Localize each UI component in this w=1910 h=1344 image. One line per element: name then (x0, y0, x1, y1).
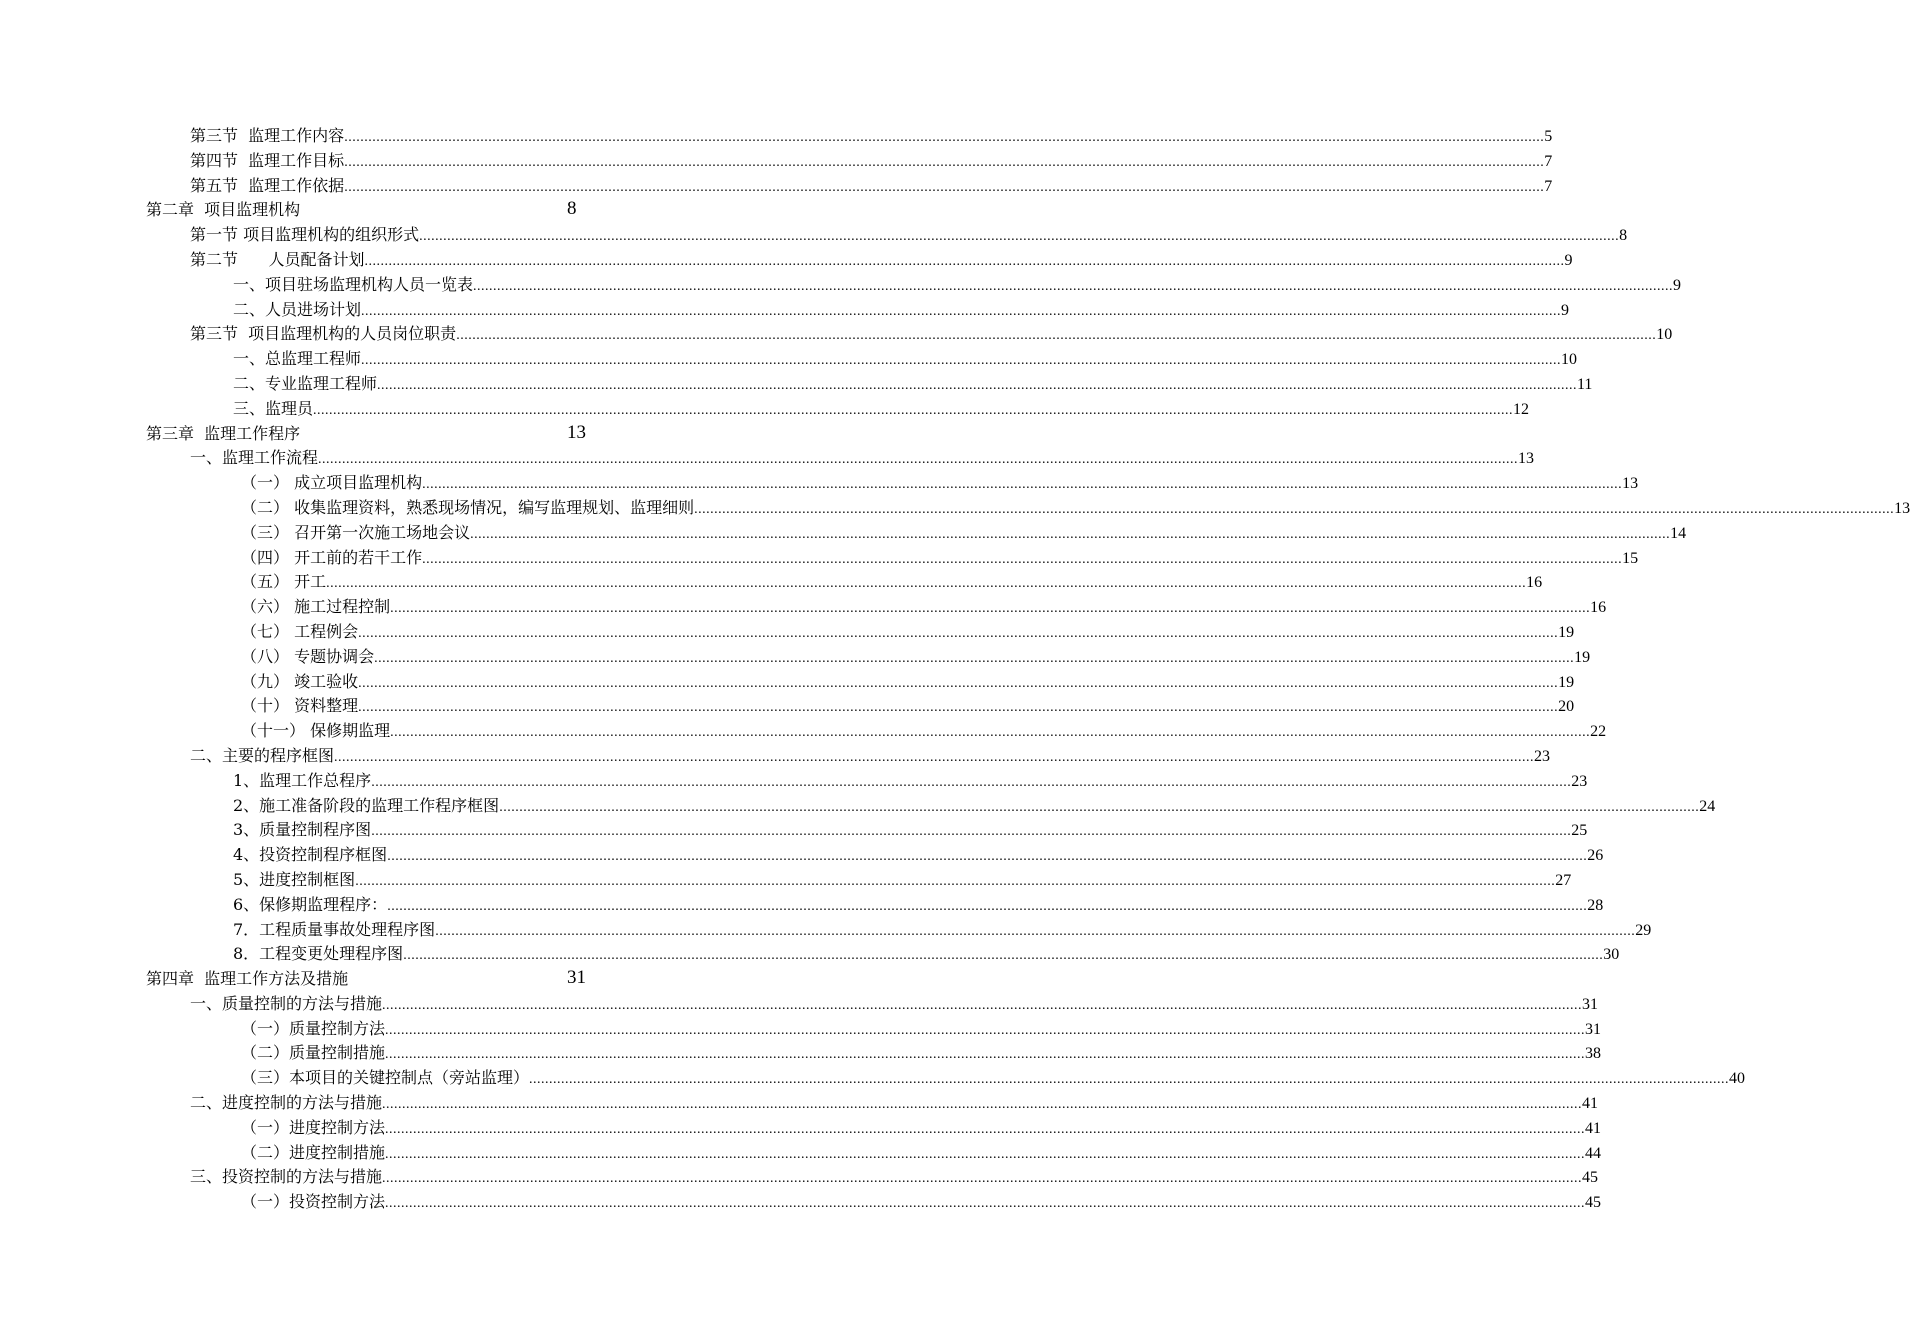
toc-chapter-page-number: 31 (567, 967, 586, 989)
toc-dot-leader: ............................................................................................................................................................................................................................................................................................................ (403, 948, 1604, 964)
toc-chapter-page-number: 13 (567, 421, 586, 443)
toc-entry-label: 第四节 监理工作目标 (190, 150, 345, 170)
toc-entry-page-number: 12 (1513, 400, 1530, 418)
toc-entry-line (241, 694, 1575, 719)
toc-entry-line (233, 843, 1604, 868)
toc-entry[interactable] (0, 918, 1652, 943)
toc-entry-page-number: 5 (1544, 128, 1553, 145)
toc-entry-line (233, 942, 1620, 967)
toc-dot-leader: ............................................................................................................................................................................................................................................................................................................ (371, 824, 1572, 840)
toc-entry-page-number: 31 (1582, 995, 1599, 1013)
toc-entry[interactable] (0, 496, 1910, 521)
toc-entry-label: 三、监理员 (233, 398, 314, 418)
toc-dot-leader: ............................................................................................................................................................................................................................................................................................................ (385, 1146, 1586, 1162)
toc-entry-line (241, 1141, 1602, 1166)
toc-entry[interactable] (0, 843, 1604, 868)
toc-entry[interactable] (0, 372, 1593, 397)
toc-dot-leader: ............................................................................................................................................................................................................................................................................................................ (358, 675, 1559, 691)
toc-dot-leader: ............................................................................................................................................................................................................................................................................................................ (390, 601, 1591, 617)
toc-entry-label: 二、进度控制的方法与措施 (190, 1093, 383, 1113)
toc-entry[interactable] (0, 546, 1639, 571)
toc-entry-page-number: 25 (1571, 822, 1588, 840)
toc-entry-line (233, 769, 1588, 794)
toc-dot-leader: ............................................................................................................................................................................................................................................................................................................ (344, 154, 1545, 170)
toc-entry-page-number: 10 (1561, 351, 1578, 369)
toc-entry-line (190, 322, 1673, 347)
toc-dot-leader: ............................................................................................................................................................................................................................................................................................................ (385, 1196, 1586, 1212)
toc-dot-leader: ............................................................................................................................................................................................................................................................................................................ (361, 303, 1562, 319)
toc-entry-line (241, 1116, 1602, 1141)
toc-entry-line (190, 124, 1553, 149)
toc-entry-label: （十） 资料整理 (241, 696, 359, 716)
toc-entry-label: 二、人员进场计划 (233, 299, 362, 319)
toc-chapter-heading[interactable] (0, 198, 950, 223)
toc-entry-label: （四） 开工前的若干工作 (241, 547, 423, 567)
toc-entry-line (190, 174, 1553, 199)
toc-entry-line (233, 868, 1572, 893)
toc-entry-page-number: 44 (1585, 1144, 1602, 1162)
toc-entry-label: 第三节 项目监理机构的人员岗位职责 (190, 324, 457, 344)
toc-entry-label: （七） 工程例会 (241, 621, 359, 641)
toc-entry[interactable] (0, 694, 1575, 719)
toc-entry-page-number: 13 (1894, 499, 1910, 517)
toc-entry-line (190, 1165, 1599, 1190)
toc-entry-label: （八） 专题协调会 (241, 646, 375, 666)
toc-dot-leader: ............................................................................................................................................................................................................................................................................................................ (382, 997, 1583, 1013)
toc-entry[interactable] (0, 794, 1716, 819)
toc-entry[interactable] (0, 744, 1551, 769)
toc-entry-label: 一、项目驻场监理机构人员一览表 (233, 274, 474, 294)
toc-entry-line (241, 1190, 1602, 1215)
toc-entry-page-number: 16 (1590, 599, 1607, 617)
toc-entry-line (190, 446, 1535, 471)
toc-entry-label: 1、监理工作总程序 (233, 770, 372, 790)
toc-entry-page-number: 19 (1558, 623, 1575, 641)
toc-entry-label: 第一节 项目监理机构的组织形式 (190, 225, 420, 245)
toc-entry-line (190, 992, 1599, 1017)
toc-dot-leader: ............................................................................................................................................................................................................................................................................................................ (334, 749, 1535, 765)
toc-entry-label: 8．工程变更处理程序图 (233, 944, 404, 964)
toc-entry-label: 第五节 监理工作依据 (190, 175, 345, 195)
toc-entry-label: 二、主要的程序框图 (190, 745, 335, 765)
toc-entry[interactable] (0, 1041, 1602, 1066)
toc-entry-line (233, 893, 1604, 918)
toc-entry[interactable] (0, 223, 1628, 248)
toc-entry-page-number: 45 (1585, 1194, 1602, 1212)
toc-dot-leader: ............................................................................................................................................................................................................................................................................................................ (390, 725, 1591, 741)
toc-entry-page-number: 7 (1544, 177, 1553, 195)
toc-entry-page-number: 9 (1564, 251, 1573, 269)
toc-entry-line (241, 1066, 1746, 1091)
toc-chapter-label: 第三章 监理工作程序 (146, 423, 301, 443)
toc-entry-label: 一、质量控制的方法与措施 (190, 993, 383, 1013)
toc-dot-leader: ............................................................................................................................................................................................................................................................................................................ (326, 576, 1527, 592)
toc-entry[interactable] (0, 248, 1573, 273)
toc-dot-leader: ............................................................................................................................................................................................................................................................................................................ (422, 551, 1623, 567)
toc-entry-line (190, 744, 1551, 769)
toc-entry-line (233, 397, 1530, 422)
toc-entry-line (190, 248, 1573, 273)
toc-entry-label: （二） 收集监理资料，熟悉现场情况，编写监理规划、监理细则 (241, 497, 695, 517)
toc-entry[interactable] (0, 1017, 1602, 1042)
toc-dot-leader: ............................................................................................................................................................................................................................................................................................................ (419, 229, 1620, 245)
toc-entry-page-number: 45 (1582, 1169, 1599, 1187)
toc-entry[interactable] (0, 868, 1572, 893)
toc-chapter-label: 第二章 项目监理机构 (146, 200, 301, 220)
toc-dot-leader: ............................................................................................................................................................................................................................................................................................................ (355, 873, 1556, 889)
toc-entry[interactable] (0, 397, 1530, 422)
toc-dot-leader: ............................................................................................................................................................................................................................................................................................................ (374, 650, 1575, 666)
toc-entry[interactable] (0, 719, 1607, 744)
toc-dot-leader: ............................................................................................................................................................................................................................................................................................................ (382, 1097, 1583, 1113)
toc-entry[interactable] (0, 1116, 1602, 1141)
toc-entry-page-number: 41 (1585, 1119, 1602, 1137)
toc-entry-line (241, 546, 1639, 571)
toc-entry-page-number: 28 (1587, 896, 1604, 914)
toc-entry-line (190, 149, 1553, 174)
toc-dot-leader: ............................................................................................................................................................................................................................................................................................................ (385, 1047, 1586, 1063)
toc-entry-line (241, 1017, 1602, 1042)
toc-entry-label: （九） 竣工验收 (241, 671, 359, 691)
toc-entry[interactable] (0, 769, 1588, 794)
toc-entry[interactable] (0, 347, 1578, 372)
toc-entry-label: （一） 成立项目监理机构 (241, 473, 423, 493)
toc-entry-page-number: 41 (1582, 1095, 1599, 1113)
toc-entry-label: 三、投资控制的方法与措施 (190, 1167, 383, 1187)
toc-entry[interactable] (0, 818, 1588, 843)
toc-entry-label: 一、总监理工程师 (233, 349, 362, 369)
toc-entry-page-number: 13 (1518, 450, 1535, 468)
toc-entry-page-number: 40 (1729, 1070, 1746, 1088)
toc-dot-leader: ............................................................................................................................................................................................................................................................................................................ (456, 328, 1657, 344)
toc-entry-line (233, 347, 1578, 372)
toc-entry[interactable] (0, 124, 1553, 149)
toc-entry-label: （六） 施工过程控制 (241, 597, 391, 617)
toc-dot-leader: ............................................................................................................................................................................................................................................................................................................ (499, 799, 1700, 815)
toc-entry[interactable] (0, 1141, 1602, 1166)
toc-dot-leader: ............................................................................................................................................................................................................................................................................................................ (344, 179, 1545, 195)
toc-entry-label: 第三节 监理工作内容 (190, 126, 345, 145)
toc-dot-leader: ............................................................................................................................................................................................................................................................................................................ (473, 278, 1674, 294)
toc-entry-page-number: 23 (1534, 747, 1551, 765)
toc-entry[interactable] (0, 446, 1535, 471)
toc-chapter-page-number: 8 (567, 198, 577, 220)
toc-entry[interactable] (0, 570, 1543, 595)
toc-entry[interactable] (0, 992, 1599, 1017)
toc-entry-page-number: 27 (1555, 871, 1572, 889)
toc-entry-page-number: 19 (1558, 673, 1575, 691)
toc-entry-label: 5、进度控制框图 (233, 869, 356, 889)
toc-entry[interactable] (0, 521, 1687, 546)
toc-entry-page-number: 7 (1544, 152, 1553, 170)
toc-dot-leader: ............................................................................................................................................................................................................................................................................................................ (694, 501, 1895, 517)
toc-entry-line (233, 818, 1588, 843)
toc-chapter-heading[interactable] (0, 967, 950, 992)
toc-entry-page-number: 20 (1558, 698, 1575, 716)
toc-entry-line (190, 223, 1628, 248)
toc-dot-leader: ............................................................................................................................................................................................................................................................................................................ (387, 849, 1588, 865)
toc-entry-line (233, 273, 1682, 298)
toc-entry[interactable] (0, 670, 1575, 695)
toc-entry-page-number: 38 (1585, 1045, 1602, 1063)
toc-entry[interactable] (0, 620, 1575, 645)
toc-entry[interactable] (0, 174, 1553, 199)
toc-entry-label: （五） 开工 (241, 572, 327, 592)
toc-entry-label: 6、保修期监理程序： (233, 894, 388, 914)
toc-entry-line (241, 670, 1575, 695)
toc-dot-leader: ............................................................................................................................................................................................................................................................................................................ (318, 452, 1519, 468)
toc-entry-label: 二、专业监理工程师 (233, 373, 378, 393)
toc-entry-page-number: 10 (1656, 326, 1673, 344)
toc-entry[interactable] (0, 645, 1591, 670)
toc-dot-leader: ............................................................................................................................................................................................................................................................................................................ (422, 477, 1623, 493)
toc-entry-page-number: 15 (1622, 549, 1639, 567)
toc-entry-label: 4、投资控制程序框图 (233, 845, 388, 865)
toc-dot-leader: ............................................................................................................................................................................................................................................................................................................ (387, 898, 1588, 914)
toc-dot-leader: ............................................................................................................................................................................................................................................................................................................ (385, 1121, 1586, 1137)
toc-chapter-heading[interactable] (0, 422, 950, 447)
toc-entry-page-number: 30 (1603, 946, 1620, 964)
toc-entry-line (190, 1091, 1599, 1116)
toc-entry-label: 7．工程质量事故处理程序图 (233, 919, 436, 939)
toc-dot-leader: ............................................................................................................................................................................................................................................................................................................ (364, 253, 1565, 269)
toc-entry-label: 2、施工准备阶段的监理工作程序框图 (233, 795, 500, 815)
toc-entry-label: 3、质量控制程序图 (233, 820, 372, 840)
toc-entry-line (241, 719, 1607, 744)
toc-entry-line (241, 570, 1543, 595)
toc-dot-leader: ............................................................................................................................................................................................................................................................................................................ (470, 526, 1671, 542)
toc-dot-leader: ............................................................................................................................................................................................................................................................................................................ (358, 625, 1559, 641)
toc-entry-line (233, 298, 1570, 323)
toc-entry[interactable] (0, 942, 1620, 967)
toc-entry-page-number: 11 (1577, 375, 1593, 393)
toc-entry-label: 一、监理工作流程 (190, 448, 319, 468)
toc-entry-line (241, 1041, 1602, 1066)
toc-entry-page-number: 14 (1670, 524, 1687, 542)
toc-dot-leader: ............................................................................................................................................................................................................................................................................................................ (382, 1171, 1583, 1187)
table-of-contents (0, 124, 1910, 1215)
toc-entry-label: （一）质量控制方法 (241, 1018, 386, 1038)
toc-entry-label: （一）投资控制方法 (241, 1192, 386, 1212)
toc-entry-line (233, 918, 1652, 943)
toc-dot-leader: ............................................................................................................................................................................................................................................................................................................ (371, 774, 1572, 790)
toc-entry-label: （一）进度控制方法 (241, 1117, 386, 1137)
toc-entry-line (241, 620, 1575, 645)
toc-dot-leader: ............................................................................................................................................................................................................................................................................................................ (361, 353, 1562, 369)
toc-entry-label: （二）进度控制措施 (241, 1142, 386, 1162)
toc-entry-line (241, 595, 1607, 620)
toc-entry[interactable] (0, 1066, 1746, 1091)
toc-entry-line (233, 794, 1716, 819)
toc-entry-page-number: 26 (1587, 847, 1604, 865)
toc-entry-label: （十一） 保修期监理 (241, 721, 391, 741)
toc-entry[interactable] (0, 149, 1553, 174)
toc-entry-page-number: 16 (1526, 574, 1543, 592)
toc-entry-line (241, 521, 1687, 546)
toc-entry[interactable] (0, 1165, 1599, 1190)
toc-entry[interactable] (0, 1091, 1599, 1116)
toc-entry[interactable] (0, 1190, 1602, 1215)
toc-entry-page-number: 13 (1622, 475, 1639, 493)
toc-entry-page-number: 24 (1699, 797, 1716, 815)
toc-entry[interactable] (0, 322, 1673, 347)
toc-entry[interactable] (0, 595, 1607, 620)
toc-entry-line (233, 372, 1593, 397)
toc-entry-line (241, 471, 1639, 496)
toc-entry-page-number: 29 (1635, 921, 1652, 939)
toc-chapter-label: 第四章 监理工作方法及措施 (146, 969, 349, 989)
toc-entry-page-number: 9 (1561, 301, 1570, 319)
toc-entry-page-number: 19 (1574, 648, 1591, 666)
toc-entry-line (241, 645, 1591, 670)
toc-dot-leader: ............................................................................................................................................................................................................................................................................................................ (435, 923, 1636, 939)
toc-entry-page-number: 8 (1619, 227, 1628, 245)
toc-dot-leader: ............................................................................................................................................................................................................................................................................................................ (313, 402, 1514, 418)
toc-entry-label: 第二节 人员配备计划 (190, 249, 365, 269)
toc-entry[interactable] (0, 273, 1682, 298)
toc-entry-label: （三）本项目的关键控制点（旁站监理） (241, 1068, 530, 1088)
toc-entry-label: （三） 召开第一次施工场地会议 (241, 522, 471, 542)
toc-dot-leader: ............................................................................................................................................................................................................................................................................................................ (529, 1072, 1730, 1088)
toc-entry[interactable] (0, 298, 1570, 323)
toc-entry[interactable] (0, 893, 1604, 918)
toc-entry-label: （二）质量控制措施 (241, 1043, 386, 1063)
toc-entry-line (241, 496, 1910, 521)
toc-dot-leader: ............................................................................................................................................................................................................................................................................................................ (344, 130, 1545, 145)
toc-dot-leader: ............................................................................................................................................................................................................................................................................................................ (377, 377, 1578, 393)
toc-entry-page-number: 31 (1585, 1020, 1602, 1038)
toc-entry-page-number: 23 (1571, 772, 1588, 790)
toc-dot-leader: ............................................................................................................................................................................................................................................................................................................ (358, 700, 1559, 716)
toc-dot-leader: ............................................................................................................................................................................................................................................................................................................ (385, 1022, 1586, 1038)
toc-entry[interactable] (0, 471, 1639, 496)
toc-entry-page-number: 22 (1590, 723, 1607, 741)
toc-entry-page-number: 9 (1673, 276, 1682, 294)
